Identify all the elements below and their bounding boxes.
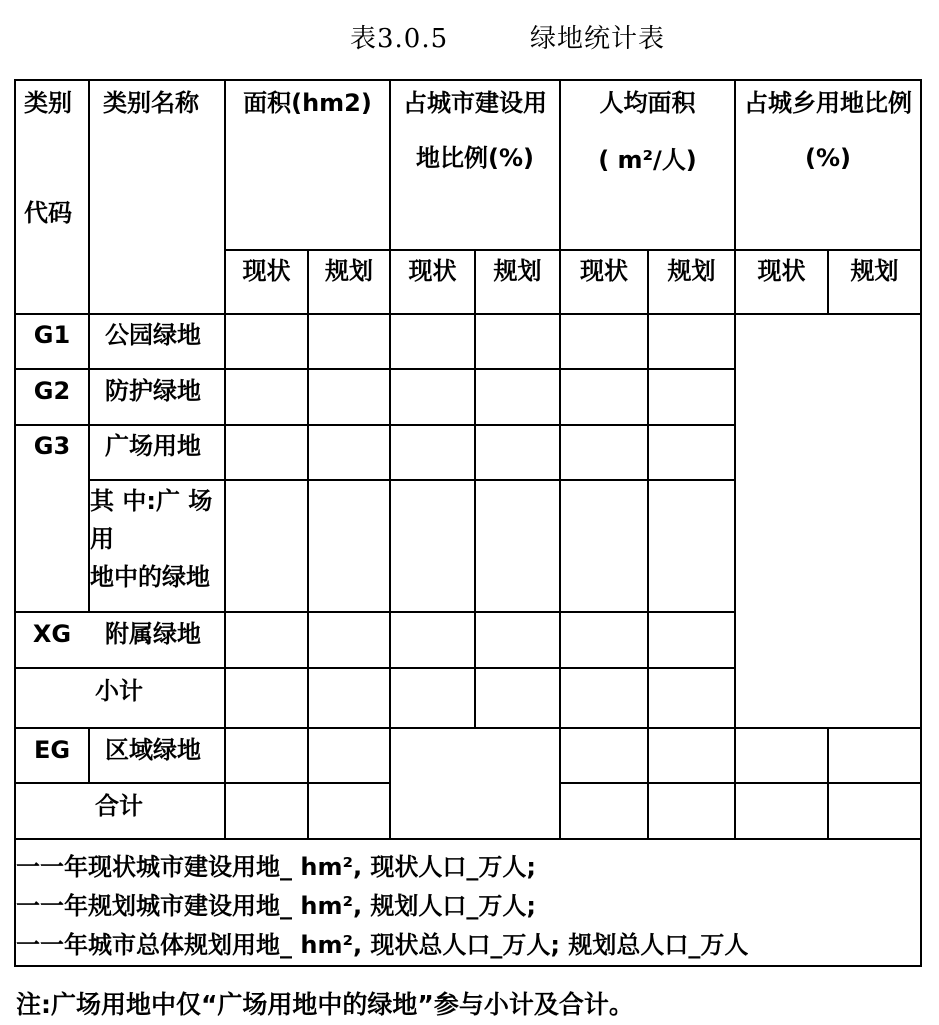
subheader-city-ratio-plan: 规划 <box>493 257 542 285</box>
row-name-subtotal: 小计 <box>95 677 143 705</box>
table-name: 绿地统计表 <box>530 24 666 54</box>
table-note: 注:广场用地中仅“广场用地中的绿地”参与小计及合计。 <box>16 990 634 1019</box>
subheader-per-capita-status: 现状 <box>580 257 628 285</box>
row-code-g3: G3 <box>33 432 71 460</box>
header-city-ratio-line1: 占城市建设用 <box>403 89 547 117</box>
row-name-protective: 防护绿地 <box>105 377 201 405</box>
subheader-city-ratio-status: 现状 <box>408 257 457 285</box>
row-name-square: 广场用地 <box>105 432 201 460</box>
subheader-area-status: 现状 <box>242 257 291 285</box>
row-name-square-green-line3: 地中的绿地 <box>90 563 210 591</box>
row-code-g2: G2 <box>33 377 71 405</box>
row-code-g1: G1 <box>33 321 71 349</box>
row-name-regional: 区域绿地 <box>105 736 201 764</box>
subheader-area-plan: 规划 <box>325 257 373 285</box>
row-code-xg: XG <box>32 620 72 648</box>
header-rural-ratio-line2: (%) <box>805 144 851 172</box>
row-name-square-green-line1: 其 中:广 场 <box>90 487 213 515</box>
header-per-capita-line2: ( m²/人) <box>598 146 697 174</box>
row-name-square-green-line2: 用 <box>90 525 114 553</box>
footer-line-status: 一一年现状城市建设用地_ hm², 现状人口_万人; <box>16 853 537 881</box>
subheader-per-capita-plan: 规划 <box>667 257 716 285</box>
header-category-name: 类别名称 <box>103 89 199 117</box>
subheader-rural-ratio-plan: 规划 <box>850 257 899 285</box>
row-code-eg: EG <box>33 736 71 764</box>
table-number: 表3.0.5 <box>350 24 449 54</box>
row-name-park: 公园绿地 <box>105 321 201 349</box>
header-rural-ratio-line1: 占城乡用地比例 <box>744 89 912 117</box>
row-name-total: 合计 <box>95 792 143 820</box>
header-area: 面积(hm2) <box>243 89 372 117</box>
subheader-rural-ratio-status: 现状 <box>757 257 806 285</box>
header-code-line1: 类别 <box>24 89 72 117</box>
header-city-ratio-line2: 地比例(%) <box>416 144 534 172</box>
header-code-line2: 代码 <box>24 199 72 227</box>
footer-line-plan: 一一年规划城市建设用地_ hm², 规划人口_万人; <box>16 892 537 920</box>
header-per-capita-line1: 人均面积 <box>599 89 696 117</box>
row-name-attached: 附属绿地 <box>105 620 201 648</box>
footer-line-master-plan: 一一年城市总体规划用地_ hm², 现状总人口_万人; 规划总人口_万人 <box>16 931 749 959</box>
